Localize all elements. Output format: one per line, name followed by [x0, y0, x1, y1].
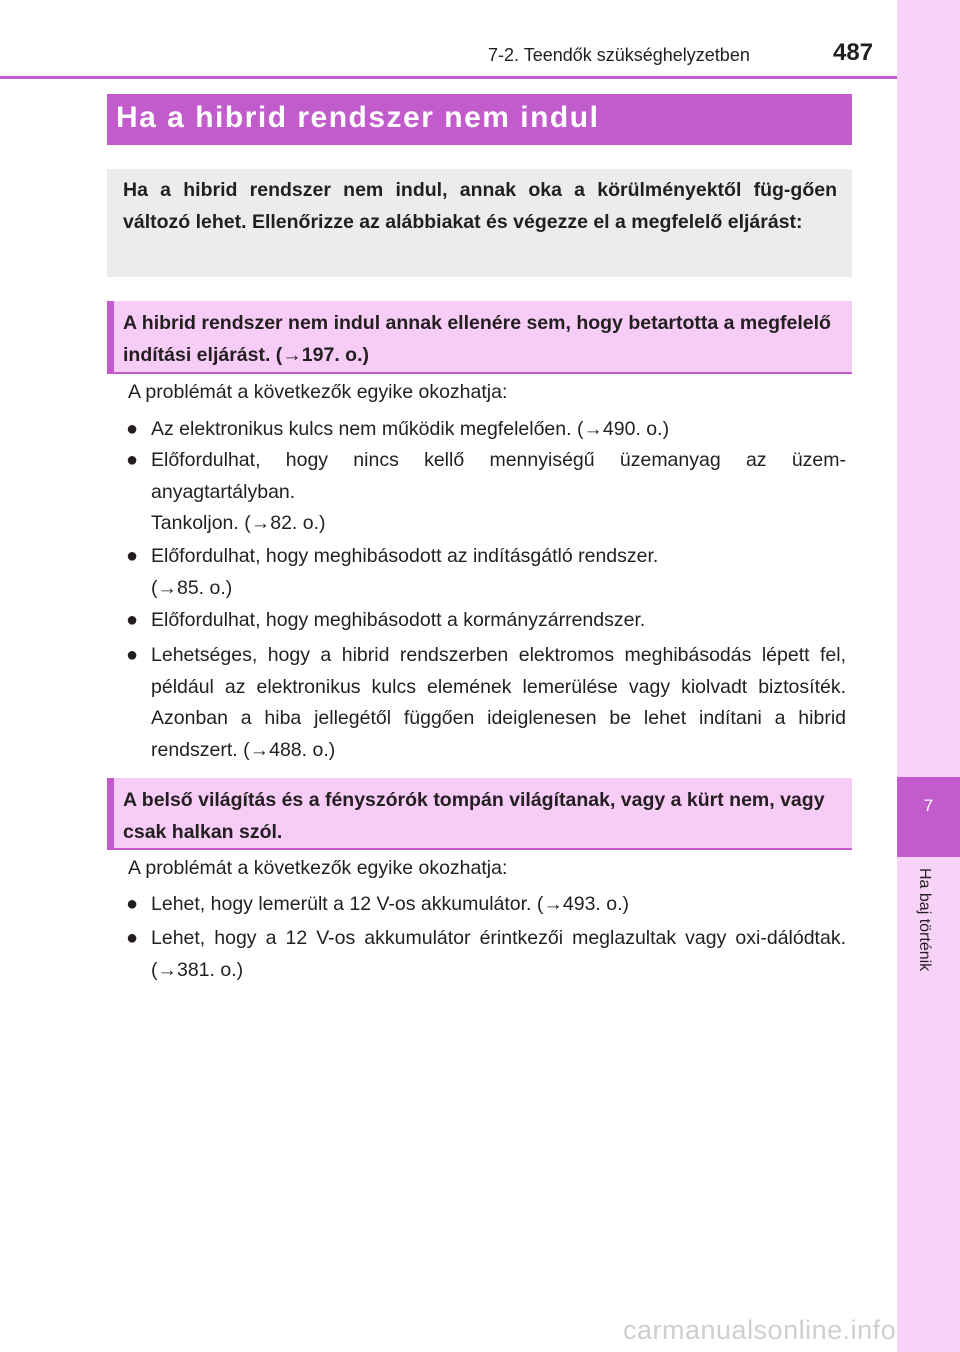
watermark: carmanualsonline.info	[623, 1315, 897, 1345]
section2-lead: A problémát a következők egyike okozhatja:	[128, 857, 508, 879]
bullet-icon: ●	[126, 418, 139, 440]
chapter-title: Ha baj történik	[916, 868, 933, 972]
list-item-text: Lehet, hogy lemerült a 12 V-os akkumulátor. (→493. o.)	[151, 893, 630, 915]
chapter-sidebar	[897, 0, 960, 1352]
list-item	[126, 541, 846, 604]
bullet-icon: ●	[126, 545, 139, 567]
section1-heading: A hibrid rendszer nem indul annak ellenére sem, hogy betartotta a megfelelő indítási eljárást. (→197. o.)	[123, 312, 831, 366]
list-item-extra: (→85. o.)	[151, 576, 233, 599]
list-item-text: Az elektronikus kulcs nem működik megfelelően. (→490. o.)	[151, 418, 670, 440]
intro-text: Ha a hibrid rendszer nem indul, annak oka a körülményektől füg-gően változó lehet. Ellenőrizze az alábbiakat és végezze el a megfelelő eljárást:	[123, 179, 837, 233]
list-item-text: Előfordulhat, hogy meghibásodott a kormányzárrendszer.	[151, 609, 646, 631]
bullet-icon: ●	[126, 893, 139, 915]
chapter-number: 7	[923, 796, 934, 815]
bullet-icon: ●	[126, 449, 139, 471]
header-section-title: 7-2. Teendők szükséghelyzetben	[488, 45, 750, 65]
list-item-text: Lehetséges, hogy a hibrid rendszerben elektromos meghibásodás lépett fel, például az elektronikus kulcs elemének lemerülése vagy kiolvadt biztosíték. Azonban a hiba jellegétől függően ideiglenesen be lehet indítani a hibrid rendszert. (→488. o.)	[151, 644, 846, 761]
list-item-extra: Tankoljon. (→82. o.)	[151, 512, 326, 534]
list-item-text: Lehet, hogy a 12 V-os akkumulátor érintkezői meglazultak vagy oxi-dálódtak. (→381. o.)	[151, 927, 846, 981]
bullet-icon: ●	[126, 609, 139, 631]
list-item	[126, 923, 846, 986]
bullet-icon: ●	[126, 927, 139, 949]
list-item	[126, 605, 846, 637]
list-item	[126, 889, 846, 921]
list-item-text: Előfordulhat, hogy meghibásodott az indításgátló rendszer.	[151, 545, 659, 567]
list-item	[126, 414, 846, 446]
header-divider	[0, 76, 897, 79]
bullet-icon: ●	[126, 644, 139, 666]
page-title: Ha a hibrid rendszer nem indul	[116, 101, 600, 134]
list-item-text: Előfordulhat, hogy nincs kellő mennyiségű üzemanyag az üzem-anyagtartályban.	[151, 449, 846, 503]
section1-lead: A problémát a következők egyike okozhatja:	[128, 381, 508, 403]
list-item	[126, 640, 846, 766]
list-item	[126, 445, 846, 540]
chapter-tab[interactable]	[897, 777, 960, 857]
section2-heading: A belső világítás és a fényszórók tompán világítanak, vagy a kürt nem, vagy csak halkan szól.	[123, 789, 825, 843]
page-number: 487	[833, 39, 874, 66]
